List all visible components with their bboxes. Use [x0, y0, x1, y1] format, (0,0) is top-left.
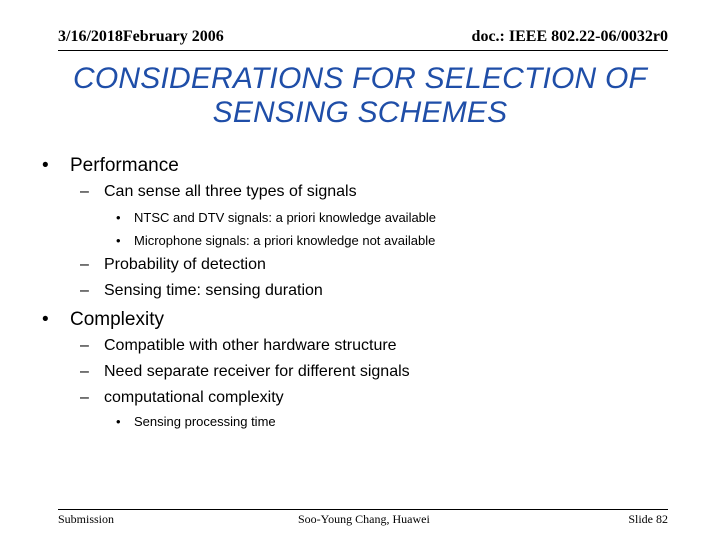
sub-sub-item-microphone: Microphone signals: a priori knowledge not available — [134, 233, 436, 248]
bullet-complexity: Complexity — [70, 309, 164, 330]
sub-item-sensing-time: Sensing time: sensing duration — [104, 282, 323, 299]
footer-submission: Submission — [58, 512, 115, 526]
header-doc-id: doc.: IEEE 802.22-06/0032r0 — [471, 28, 668, 45]
bullet-marker: • — [116, 210, 121, 225]
sub-sub-item-processing-time: Sensing processing time — [134, 414, 276, 429]
sub-item-computational: computational complexity — [104, 389, 284, 406]
sub-item-receiver: Need separate receiver for different signals — [104, 363, 410, 380]
bullet-marker: • — [116, 414, 121, 429]
header-date: 3/16/2018February 2006 — [58, 28, 224, 45]
bullet-marker: • — [116, 233, 121, 248]
slide-title-line-2: SENSING SCHEMES — [212, 96, 508, 129]
dash-marker: – — [80, 256, 89, 273]
sub-item-signal-types: Can sense all three types of signals — [104, 183, 357, 200]
dash-marker: – — [80, 183, 89, 200]
bullet-marker: • — [42, 309, 49, 330]
footer-divider — [58, 509, 668, 510]
footer-slide-number: Slide 82 — [628, 512, 668, 526]
dash-marker: – — [80, 389, 89, 406]
dash-marker: – — [80, 337, 89, 354]
sub-item-hardware: Compatible with other hardware structure — [104, 337, 397, 354]
dash-marker: – — [80, 363, 89, 380]
slide-title-line-1: CONSIDERATIONS FOR SELECTION OF — [72, 62, 648, 95]
bullet-marker: • — [42, 155, 49, 176]
sub-item-probability: Probability of detection — [104, 256, 266, 273]
bullet-performance: Performance — [70, 155, 179, 176]
dash-marker: – — [80, 282, 89, 299]
footer-author: Soo-Young Chang, Huawei — [298, 512, 430, 526]
sub-sub-item-ntsc-dtv: NTSC and DTV signals: a priori knowledge available — [134, 210, 437, 225]
